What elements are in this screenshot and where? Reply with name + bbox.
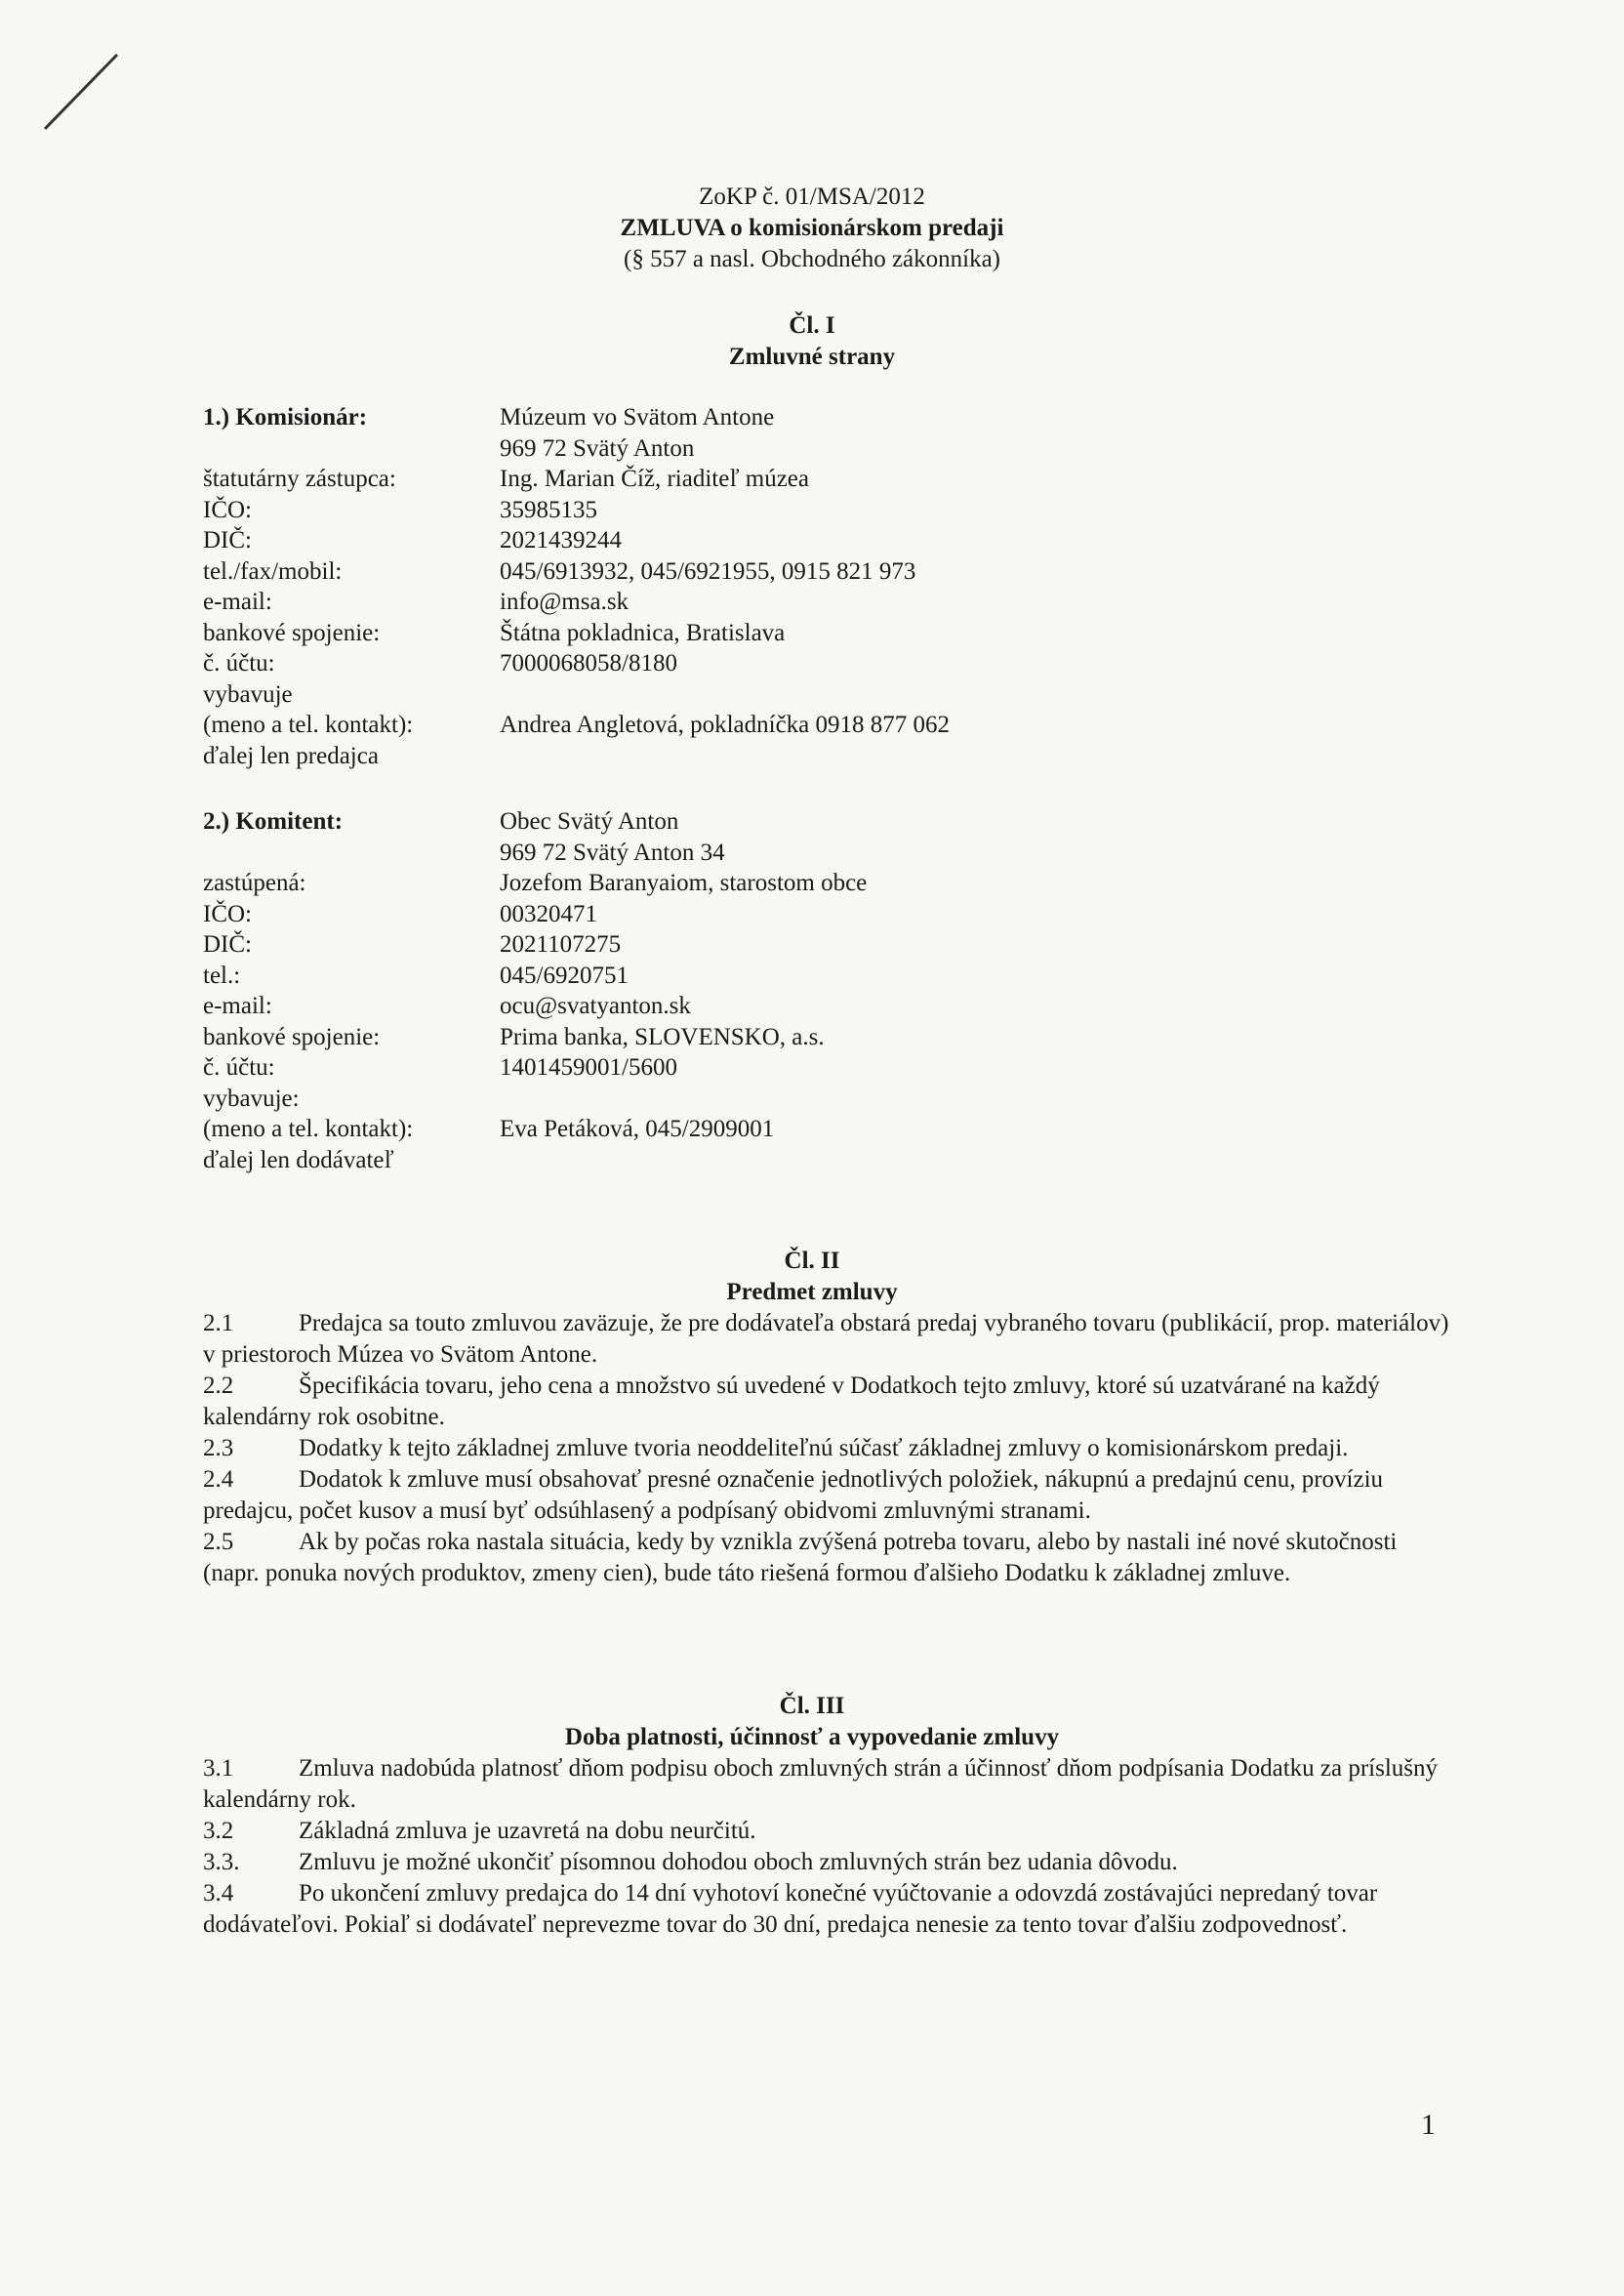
article-1-number: Čl. I xyxy=(789,312,835,339)
article-2-clauses xyxy=(203,1308,1452,1589)
party1-account-value: 7000068058/8180 xyxy=(500,650,677,676)
clause-item: 3.2 Základná zmluva je uzavretá na dobu neurčitú. xyxy=(203,1818,756,1844)
party1-bank-value: Štátna pokladnica, Bratislava xyxy=(500,619,786,646)
party2-handles-label: vybavuje: xyxy=(203,1085,300,1112)
party1-email-label: e-mail: xyxy=(203,589,272,615)
article-3-number: Čl. III xyxy=(779,1693,845,1719)
clause-item: 2.3 Dodatky k tejto základnej zmluve tvoria neoddeliteľnú súčasť základnej zmluvy o komisionárskom predaji. xyxy=(203,1435,1349,1461)
document-header xyxy=(0,182,1624,275)
party-committent xyxy=(203,806,1472,1175)
party2-email-label: e-mail: xyxy=(203,993,272,1019)
clause-item: 3.3. Zmluvu je možné ukončiť písomnou dohodou oboch zmluvných strán bez udania dôvodu. xyxy=(203,1849,1178,1875)
party2-contact-label: (meno a tel. kontakt): xyxy=(203,1116,414,1142)
clause-item: 2.1 Predajca sa touto zmluvou zaväzuje, že pre dodávateľa obstará predaj vybraného tovaru (publikácií, prop. materiálov) v priestoroch Múzea vo Svätom Antone. xyxy=(203,1310,1449,1368)
party2-phone-value: 045/6920751 xyxy=(500,962,629,989)
party1-dic-value: 2021439244 xyxy=(500,527,622,554)
party2-name: Obec Svätý Anton xyxy=(500,808,679,835)
article-3-title: Doba platnosti, účinnosť a vypovedanie zmluvy xyxy=(564,1724,1060,1750)
page-number: 1 xyxy=(1421,2109,1436,2141)
party1-rep-label: štatutárny zástupca: xyxy=(203,466,396,492)
contract-title: ZMLUVA o komisionárskom predaji xyxy=(620,215,1004,241)
party1-ico-value: 35985135 xyxy=(500,496,597,523)
party2-account-value: 1401459001/5600 xyxy=(500,1054,677,1081)
party1-alias: ďalej len predajca xyxy=(203,742,379,769)
party1-contact-label: (meno a tel. kontakt): xyxy=(203,712,414,738)
party2-account-label: č. účtu: xyxy=(203,1054,275,1081)
party2-dic-label: DIČ: xyxy=(203,931,252,958)
party2-address: 969 72 Svätý Anton 34 xyxy=(500,839,725,866)
party2-bank-label: bankové spojenie: xyxy=(203,1023,381,1050)
party2-ico-label: IČO: xyxy=(203,900,252,927)
party-commissionaire xyxy=(203,402,1472,771)
clause-item: 2.4 Dodatok k zmluve musí obsahovať presné označenie jednotlivých položiek, nákupnú a predajnú cenu, províziu predajcu, počet kusov a musí byť odsúhlasený a podpísaný obidvomi zmluvnými stranami. xyxy=(203,1466,1384,1524)
clause-item: 2.2 Špecifikácia tovaru, jeho cena a množstvo sú uvedené v Dodatkoch tejto zmluvy, ktoré sú uzatvárané na každý kalendárny rok osobitne. xyxy=(203,1373,1380,1430)
party1-email-value: info@msa.sk xyxy=(500,589,629,615)
party1-phone-label: tel./fax/mobil: xyxy=(203,557,343,585)
article-1-title: Zmluvné strany xyxy=(728,344,896,370)
party1-bank-label: bankové spojenie: xyxy=(203,619,381,646)
article-2-number: Čl. II xyxy=(784,1248,840,1274)
party2-contact-value: Eva Petáková, 045/2909001 xyxy=(500,1116,775,1142)
party1-name: Múzeum vo Svätom Antone xyxy=(500,404,775,430)
contract-legal-basis: (§ 557 a nasl. Obchodného zákonníka) xyxy=(624,246,1000,272)
clause-item: 2.5 Ak by počas roka nastala situácia, kedy by vznikla zvýšená potreba tovaru, alebo by nastali iné nové skutočnosti (napr. ponuka nových produktov, zmeny cien), bude táto riešená formou ďalšieho Dodatku k základnej zmluve. xyxy=(203,1529,1398,1586)
party1-rep-value: Ing. Marian Číž, riaditeľ múzea xyxy=(500,466,809,492)
party1-account-label: č. účtu: xyxy=(203,650,275,676)
pen-stroke-mark xyxy=(39,47,127,135)
contract-number: ZoKP č. 01/MSA/2012 xyxy=(699,184,925,210)
party2-rep-label: zastúpená: xyxy=(203,870,306,896)
party2-alias: ďalej len dodávateľ xyxy=(203,1146,394,1173)
party2-rep-value: Jozefom Baranyaiom, starostom obce xyxy=(500,870,868,896)
article-2-title: Predmet zmluvy xyxy=(726,1279,898,1305)
party1-phone-value: 045/6913932, 045/6921955, 0915 821 973 xyxy=(500,557,916,585)
clause-item: 3.4 Po ukončení zmluvy predajca do 14 dní vyhotoví konečné vyúčtovanie a odovzdá zostávajúci nepredaný tovar dodávateľovi. Pokiaľ si dodávateľ neprevezme tovar do 30 dní, predajca nenesie za tento tovar ďalšiu zodpovednosť. xyxy=(203,1880,1378,1938)
party1-ico-label: IČO: xyxy=(203,496,252,523)
party2-dic-value: 2021107275 xyxy=(500,931,622,958)
party2-bank-value: Prima banka, SLOVENSKO, a.s. xyxy=(500,1023,825,1050)
party2-ico-value: 00320471 xyxy=(500,900,597,927)
party1-heading: 1.) Komisionár: xyxy=(203,404,368,430)
party1-address: 969 72 Svätý Anton xyxy=(500,434,695,462)
article-3-clauses xyxy=(203,1753,1452,1941)
party2-phone-label: tel.: xyxy=(203,962,241,989)
party2-email-value: ocu@svatyanton.sk xyxy=(500,993,691,1019)
party1-dic-label: DIČ: xyxy=(203,527,252,554)
clause-item: 3.1 Zmluva nadobúda platnosť dňom podpisu oboch zmluvných strán a účinnosť dňom podpísania Dodatku za príslušný kalendárny rok. xyxy=(203,1755,1439,1813)
party1-contact-value: Andrea Angletová, pokladníčka 0918 877 062 xyxy=(500,712,951,738)
party2-heading: 2.) Komitent: xyxy=(203,808,344,835)
party1-handles-label: vybavuje xyxy=(203,680,293,708)
